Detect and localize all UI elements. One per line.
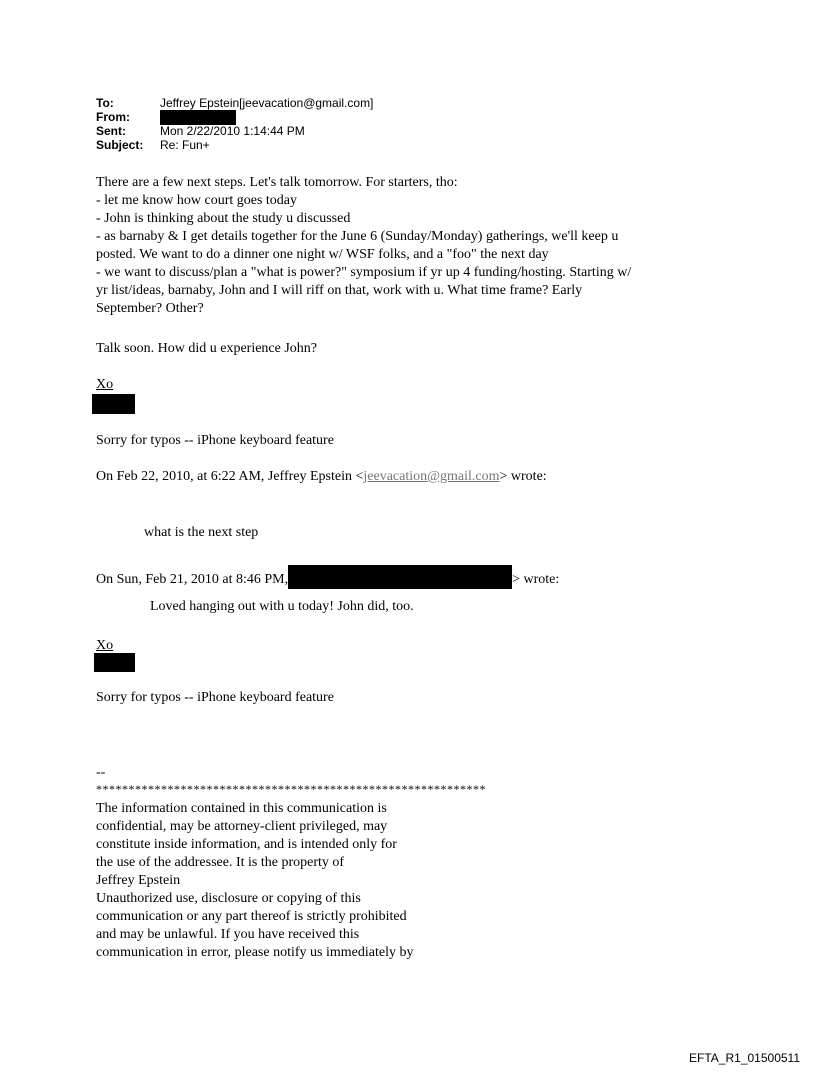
from-row: [96, 110, 373, 124]
from-label: From:: [96, 110, 130, 124]
quote2-intro-before: On Sun, Feb 21, 2010 at 8:46 PM,: [96, 572, 289, 587]
body-line: - John is thinking about the study u discussed: [96, 211, 351, 226]
disclaimer-line: and may be unlawful. If you have received this: [96, 927, 360, 942]
sent-value: Mon 2/22/2010 1:14:44 PM: [160, 124, 305, 138]
talk-soon-line: Talk soon. How did u experience John?: [96, 341, 318, 356]
subject-label: Subject:: [96, 138, 144, 152]
body-line: yr list/ideas, barnaby, John and I will riff on that, work with u. What time frame? Early: [96, 283, 583, 298]
quote2-typo-note: Sorry for typos -- iPhone keyboard feature: [96, 690, 334, 705]
quote1-email-link[interactable]: jeevacation@gmail.com: [363, 469, 500, 484]
message-body: [96, 174, 631, 318]
body-line: - as barnaby & I get details together for the June 6 (Sunday/Monday) gatherings, we'll keep u: [96, 229, 619, 244]
disclaimer-line: the use of the addressee. It is the property of: [96, 855, 345, 870]
disclaimer-line: The information contained in this communication is: [96, 801, 387, 816]
quote1-text: what is the next step: [144, 525, 259, 540]
to-row: [96, 96, 373, 110]
disclaimer-line: confidential, may be attorney-client privileged, may: [96, 819, 388, 834]
body-line: - let me know how court goes today: [96, 193, 298, 208]
quote2-intro-after: > wrote:: [512, 572, 560, 587]
disclaimer-line: Jeffrey Epstein: [96, 873, 181, 888]
quote2-signoff-xo: Xo: [96, 638, 114, 653]
typo-note: Sorry for typos -- iPhone keyboard feature: [96, 433, 334, 448]
body-line: - we want to discuss/plan a "what is power?" symposium if yr up 4 funding/hosting. Starting w/: [96, 265, 632, 280]
quote1-intro: [96, 468, 547, 486]
quote2-signature-redaction: [94, 653, 135, 672]
quote2-text: Loved hanging out with u today! John did, too.: [150, 599, 414, 614]
signature-redaction: [92, 394, 135, 414]
disclaimer-text: [96, 800, 413, 962]
to-value: Jeffrey Epstein[jeevacation@gmail.com]: [160, 96, 374, 110]
to-label: To:: [96, 96, 114, 110]
subject-row: [96, 138, 373, 152]
body-line: posted. We want to do a dinner one night w/ WSF folks, and a "foo" the next day: [96, 247, 549, 262]
signoff-xo: Xo: [96, 377, 114, 392]
quote2-sender-redaction: [288, 565, 512, 589]
disclaimer-line: communication or any part thereof is strictly prohibited: [96, 909, 407, 924]
disclaimer-line: communication in error, please notify us immediately by: [96, 945, 414, 960]
sent-label: Sent:: [96, 124, 126, 138]
body-line: September? Other?: [96, 301, 204, 316]
subject-value: Re: Fun+: [160, 138, 210, 152]
quote2-intro: [96, 565, 559, 589]
disclaimer-line: Unauthorized use, disclosure or copying of this: [96, 891, 361, 906]
email-header: [96, 96, 373, 152]
quote1-intro-after: > wrote:: [499, 469, 547, 484]
body-line: There are a few next steps. Let's talk tomorrow. For starters, tho:: [96, 175, 458, 190]
sent-row: [96, 124, 373, 138]
quote1-intro-before: On Feb 22, 2010, at 6:22 AM, Jeffrey Epstein <: [96, 469, 364, 484]
from-redaction: [160, 110, 236, 125]
document-id: EFTA_R1_01500511: [689, 1051, 800, 1065]
disclaimer-dashes: --: [96, 765, 106, 780]
disclaimer-stars: ************************************************************: [96, 782, 486, 796]
disclaimer-line: constitute inside information, and is intended only for: [96, 837, 397, 852]
